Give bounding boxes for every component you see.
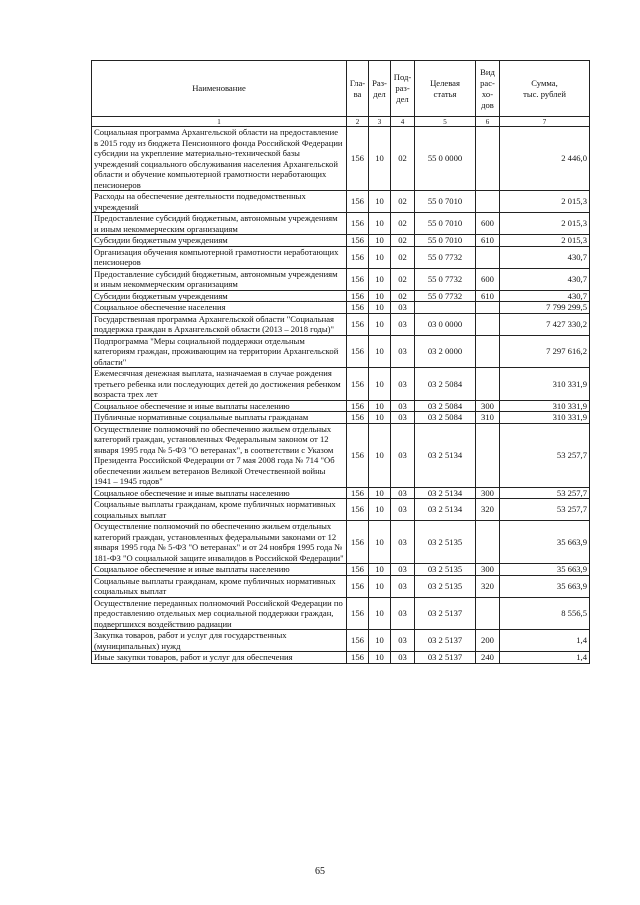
row-name: Социальные выплаты гражданам, кроме публичных нормативных социальных выплат bbox=[92, 575, 347, 597]
table-body bbox=[92, 127, 590, 664]
row-vid bbox=[476, 313, 500, 335]
table-row bbox=[92, 423, 590, 487]
row-razdel: 10 bbox=[369, 268, 391, 290]
row-vid: 310 bbox=[476, 412, 500, 424]
header-summa: Сумма, тыс. рублей bbox=[500, 61, 590, 117]
table-row bbox=[92, 487, 590, 499]
row-podrazdel: 02 bbox=[391, 246, 415, 268]
row-celevaya: 55 0 7732 bbox=[415, 290, 476, 302]
row-razdel: 10 bbox=[369, 368, 391, 401]
row-podrazdel: 03 bbox=[391, 313, 415, 335]
row-celevaya: 03 2 5084 bbox=[415, 400, 476, 412]
row-summa: 53 257,7 bbox=[500, 423, 590, 487]
row-vid: 300 bbox=[476, 564, 500, 576]
row-vid bbox=[476, 246, 500, 268]
row-podrazdel: 03 bbox=[391, 412, 415, 424]
row-vid bbox=[476, 521, 500, 564]
row-glava: 156 bbox=[347, 487, 369, 499]
row-podrazdel: 03 bbox=[391, 302, 415, 314]
row-celevaya: 03 2 5084 bbox=[415, 412, 476, 424]
row-razdel: 10 bbox=[369, 487, 391, 499]
row-summa: 430,7 bbox=[500, 268, 590, 290]
table-row bbox=[92, 213, 590, 235]
row-glava: 156 bbox=[347, 521, 369, 564]
row-summa: 53 257,7 bbox=[500, 487, 590, 499]
row-vid bbox=[476, 597, 500, 630]
row-vid: 300 bbox=[476, 400, 500, 412]
row-summa: 2 446,0 bbox=[500, 127, 590, 191]
row-name: Социальное обеспечение и иные выплаты населению bbox=[92, 400, 347, 412]
row-podrazdel: 02 bbox=[391, 127, 415, 191]
row-podrazdel: 03 bbox=[391, 487, 415, 499]
row-summa: 2 015,3 bbox=[500, 235, 590, 247]
row-podrazdel: 03 bbox=[391, 575, 415, 597]
column-number: 6 bbox=[476, 117, 500, 127]
row-summa: 53 257,7 bbox=[500, 499, 590, 521]
header-vid: Вид рас- хо- дов bbox=[476, 61, 500, 117]
row-podrazdel: 02 bbox=[391, 191, 415, 213]
row-summa: 35 663,9 bbox=[500, 564, 590, 576]
table-row bbox=[92, 368, 590, 401]
row-razdel: 10 bbox=[369, 290, 391, 302]
row-glava: 156 bbox=[347, 191, 369, 213]
table-row bbox=[92, 400, 590, 412]
row-summa: 35 663,9 bbox=[500, 521, 590, 564]
row-podrazdel: 03 bbox=[391, 597, 415, 630]
table-row bbox=[92, 652, 590, 664]
row-razdel: 10 bbox=[369, 302, 391, 314]
row-name: Социальное обеспечение и иные выплаты населению bbox=[92, 564, 347, 576]
row-vid bbox=[476, 423, 500, 487]
row-glava: 156 bbox=[347, 597, 369, 630]
column-number: 3 bbox=[369, 117, 391, 127]
row-celevaya: 03 2 5135 bbox=[415, 564, 476, 576]
row-glava: 156 bbox=[347, 652, 369, 664]
row-summa: 8 556,5 bbox=[500, 597, 590, 630]
row-glava: 156 bbox=[347, 313, 369, 335]
row-celevaya: 03 2 5135 bbox=[415, 575, 476, 597]
table-row bbox=[92, 630, 590, 652]
row-name: Публичные нормативные социальные выплаты гражданам bbox=[92, 412, 347, 424]
row-summa: 430,7 bbox=[500, 246, 590, 268]
row-celevaya: 55 0 7010 bbox=[415, 213, 476, 235]
row-vid: 600 bbox=[476, 268, 500, 290]
row-summa: 7 799 299,5 bbox=[500, 302, 590, 314]
row-glava: 156 bbox=[347, 335, 369, 368]
row-name: Социальные выплаты гражданам, кроме публичных нормативных социальных выплат bbox=[92, 499, 347, 521]
row-razdel: 10 bbox=[369, 313, 391, 335]
row-summa: 7 297 616,2 bbox=[500, 335, 590, 368]
column-number-row bbox=[92, 117, 590, 127]
table-row bbox=[92, 290, 590, 302]
row-glava: 156 bbox=[347, 368, 369, 401]
row-vid: 610 bbox=[476, 235, 500, 247]
row-vid: 240 bbox=[476, 652, 500, 664]
column-number: 1 bbox=[92, 117, 347, 127]
row-razdel: 10 bbox=[369, 521, 391, 564]
row-razdel: 10 bbox=[369, 400, 391, 412]
row-glava: 156 bbox=[347, 499, 369, 521]
row-podrazdel: 02 bbox=[391, 213, 415, 235]
header-glava: Гла- ва bbox=[347, 61, 369, 117]
header-razdel: Раз- дел bbox=[369, 61, 391, 117]
table-row bbox=[92, 575, 590, 597]
row-name: Государственная программа Архангельской области "Социальная поддержка граждан в Архангельской области (2013 – 2018 годы)" bbox=[92, 313, 347, 335]
table-row bbox=[92, 597, 590, 630]
row-glava: 156 bbox=[347, 423, 369, 487]
row-podrazdel: 02 bbox=[391, 268, 415, 290]
row-celevaya: 55 0 7010 bbox=[415, 235, 476, 247]
row-vid bbox=[476, 368, 500, 401]
row-summa: 7 427 330,2 bbox=[500, 313, 590, 335]
table-row bbox=[92, 564, 590, 576]
row-podrazdel: 03 bbox=[391, 423, 415, 487]
row-summa: 310 331,9 bbox=[500, 412, 590, 424]
row-summa: 1,4 bbox=[500, 630, 590, 652]
row-summa: 430,7 bbox=[500, 290, 590, 302]
row-name: Расходы на обеспечение деятельности подведомственных учреждений bbox=[92, 191, 347, 213]
row-vid: 610 bbox=[476, 290, 500, 302]
row-glava: 156 bbox=[347, 127, 369, 191]
row-glava: 156 bbox=[347, 213, 369, 235]
row-razdel: 10 bbox=[369, 499, 391, 521]
row-podrazdel: 03 bbox=[391, 521, 415, 564]
row-vid bbox=[476, 302, 500, 314]
row-glava: 156 bbox=[347, 400, 369, 412]
row-vid bbox=[476, 335, 500, 368]
column-number: 4 bbox=[391, 117, 415, 127]
row-razdel: 10 bbox=[369, 423, 391, 487]
column-number: 2 bbox=[347, 117, 369, 127]
row-razdel: 10 bbox=[369, 630, 391, 652]
row-celevaya: 03 2 5137 bbox=[415, 630, 476, 652]
table-row bbox=[92, 335, 590, 368]
row-celevaya: 55 0 7732 bbox=[415, 268, 476, 290]
row-summa: 1,4 bbox=[500, 652, 590, 664]
column-number: 5 bbox=[415, 117, 476, 127]
row-vid bbox=[476, 191, 500, 213]
row-razdel: 10 bbox=[369, 191, 391, 213]
row-summa: 310 331,9 bbox=[500, 400, 590, 412]
row-name: Закупка товаров, работ и услуг для государственных (муниципальных) нужд bbox=[92, 630, 347, 652]
row-summa: 2 015,3 bbox=[500, 213, 590, 235]
page-number: 65 bbox=[315, 866, 325, 877]
row-podrazdel: 03 bbox=[391, 652, 415, 664]
budget-table bbox=[91, 60, 590, 664]
row-celevaya: 03 2 5134 bbox=[415, 423, 476, 487]
row-celevaya: 03 0 0000 bbox=[415, 313, 476, 335]
row-razdel: 10 bbox=[369, 597, 391, 630]
row-podrazdel: 03 bbox=[391, 368, 415, 401]
row-name: Предоставление субсидий бюджетным, автономным учреждениям и иным некоммерческим организациям bbox=[92, 268, 347, 290]
table-row bbox=[92, 235, 590, 247]
row-vid: 320 bbox=[476, 499, 500, 521]
row-razdel: 10 bbox=[369, 246, 391, 268]
row-glava: 156 bbox=[347, 564, 369, 576]
header-name: Наименование bbox=[92, 61, 347, 117]
table-row bbox=[92, 302, 590, 314]
row-vid: 600 bbox=[476, 213, 500, 235]
table-row bbox=[92, 313, 590, 335]
row-name: Подпрограмма "Меры социальной поддержки отдельным категориям граждан, проживающим на территории Архангельской области" bbox=[92, 335, 347, 368]
table-header-row bbox=[92, 61, 590, 117]
row-celevaya: 03 2 5137 bbox=[415, 652, 476, 664]
row-name: Осуществление полномочий по обеспечению жильем отдельных категорий граждан, установленных федеральными законами от 12 января 1995 года № 5-ФЗ "О ветеранах" и от 24 ноября 1995 года № 181-ФЗ "О социальной защите инвалидов в Российской Федерации" bbox=[92, 521, 347, 564]
row-razdel: 10 bbox=[369, 235, 391, 247]
row-vid bbox=[476, 127, 500, 191]
row-glava: 156 bbox=[347, 302, 369, 314]
row-podrazdel: 03 bbox=[391, 564, 415, 576]
row-name: Иные закупки товаров, работ и услуг для обеспечения bbox=[92, 652, 347, 664]
row-name: Субсидии бюджетным учреждениям bbox=[92, 290, 347, 302]
row-glava: 156 bbox=[347, 246, 369, 268]
table-row bbox=[92, 127, 590, 191]
row-celevaya: 03 2 5135 bbox=[415, 521, 476, 564]
row-celevaya: 03 2 5137 bbox=[415, 597, 476, 630]
row-name: Организация обучения компьютерной грамотности неработающих пенсионеров bbox=[92, 246, 347, 268]
row-podrazdel: 02 bbox=[391, 235, 415, 247]
row-razdel: 10 bbox=[369, 652, 391, 664]
table-row bbox=[92, 521, 590, 564]
row-podrazdel: 03 bbox=[391, 630, 415, 652]
row-name: Предоставление субсидий бюджетным, автономным учреждениям и иным некоммерческим организациям bbox=[92, 213, 347, 235]
table-row bbox=[92, 499, 590, 521]
row-name: Социальное обеспечение населения bbox=[92, 302, 347, 314]
table-row bbox=[92, 191, 590, 213]
row-podrazdel: 02 bbox=[391, 290, 415, 302]
row-podrazdel: 03 bbox=[391, 335, 415, 368]
row-name: Субсидии бюджетным учреждениям bbox=[92, 235, 347, 247]
row-name: Ежемесячная денежная выплата, назначаемая в случае рождения третьего ребенка или последующих детей до достижения ребенком возраста трех лет bbox=[92, 368, 347, 401]
row-celevaya: 03 2 5084 bbox=[415, 368, 476, 401]
row-glava: 156 bbox=[347, 290, 369, 302]
row-podrazdel: 03 bbox=[391, 499, 415, 521]
row-vid: 320 bbox=[476, 575, 500, 597]
header-podrazdel: Под- раз- дел bbox=[391, 61, 415, 117]
table-row bbox=[92, 246, 590, 268]
row-celevaya bbox=[415, 302, 476, 314]
row-razdel: 10 bbox=[369, 564, 391, 576]
row-glava: 156 bbox=[347, 630, 369, 652]
row-celevaya: 55 0 7010 bbox=[415, 191, 476, 213]
row-summa: 310 331,9 bbox=[500, 368, 590, 401]
row-razdel: 10 bbox=[369, 213, 391, 235]
row-name: Социальная программа Архангельской области на предоставление в 2015 году из бюджета Пенсионного фонда Российской Федерации субсидии на укрепление материально-технической базы учреждений социального обслуживания населения Архангельской области и обучение компьютерной грамотности неработающих пенсионеров bbox=[92, 127, 347, 191]
row-celevaya: 55 0 7732 bbox=[415, 246, 476, 268]
row-glava: 156 bbox=[347, 412, 369, 424]
row-razdel: 10 bbox=[369, 127, 391, 191]
row-podrazdel: 03 bbox=[391, 400, 415, 412]
header-celevaya: Целевая статья bbox=[415, 61, 476, 117]
row-summa: 2 015,3 bbox=[500, 191, 590, 213]
row-name: Осуществление переданных полномочий Российской Федерации по предоставлению отдельных мер социальной поддержки граждан, подвергшихся воздействию радиации bbox=[92, 597, 347, 630]
row-name: Социальное обеспечение и иные выплаты населению bbox=[92, 487, 347, 499]
row-celevaya: 03 2 5134 bbox=[415, 499, 476, 521]
row-razdel: 10 bbox=[369, 412, 391, 424]
column-number: 7 bbox=[500, 117, 590, 127]
row-razdel: 10 bbox=[369, 575, 391, 597]
row-summa: 35 663,9 bbox=[500, 575, 590, 597]
row-vid: 300 bbox=[476, 487, 500, 499]
row-celevaya: 03 2 0000 bbox=[415, 335, 476, 368]
row-vid: 200 bbox=[476, 630, 500, 652]
row-glava: 156 bbox=[347, 268, 369, 290]
row-celevaya: 55 0 0000 bbox=[415, 127, 476, 191]
row-razdel: 10 bbox=[369, 335, 391, 368]
row-name: Осуществление полномочий по обеспечению жильем отдельных категорий граждан, установленных Федеральным законом от 12 января 1995 года № 5-ФЗ "О ветеранах", в соответствии с Указом Президента Российской Федерации от 7 мая 2008 года № 714 "Об обеспечении жильем ветеранов Великой Отечественной войны 1941 – 1945 годов" bbox=[92, 423, 347, 487]
table-row bbox=[92, 268, 590, 290]
row-glava: 156 bbox=[347, 235, 369, 247]
table-row bbox=[92, 412, 590, 424]
row-glava: 156 bbox=[347, 575, 369, 597]
row-celevaya: 03 2 5134 bbox=[415, 487, 476, 499]
